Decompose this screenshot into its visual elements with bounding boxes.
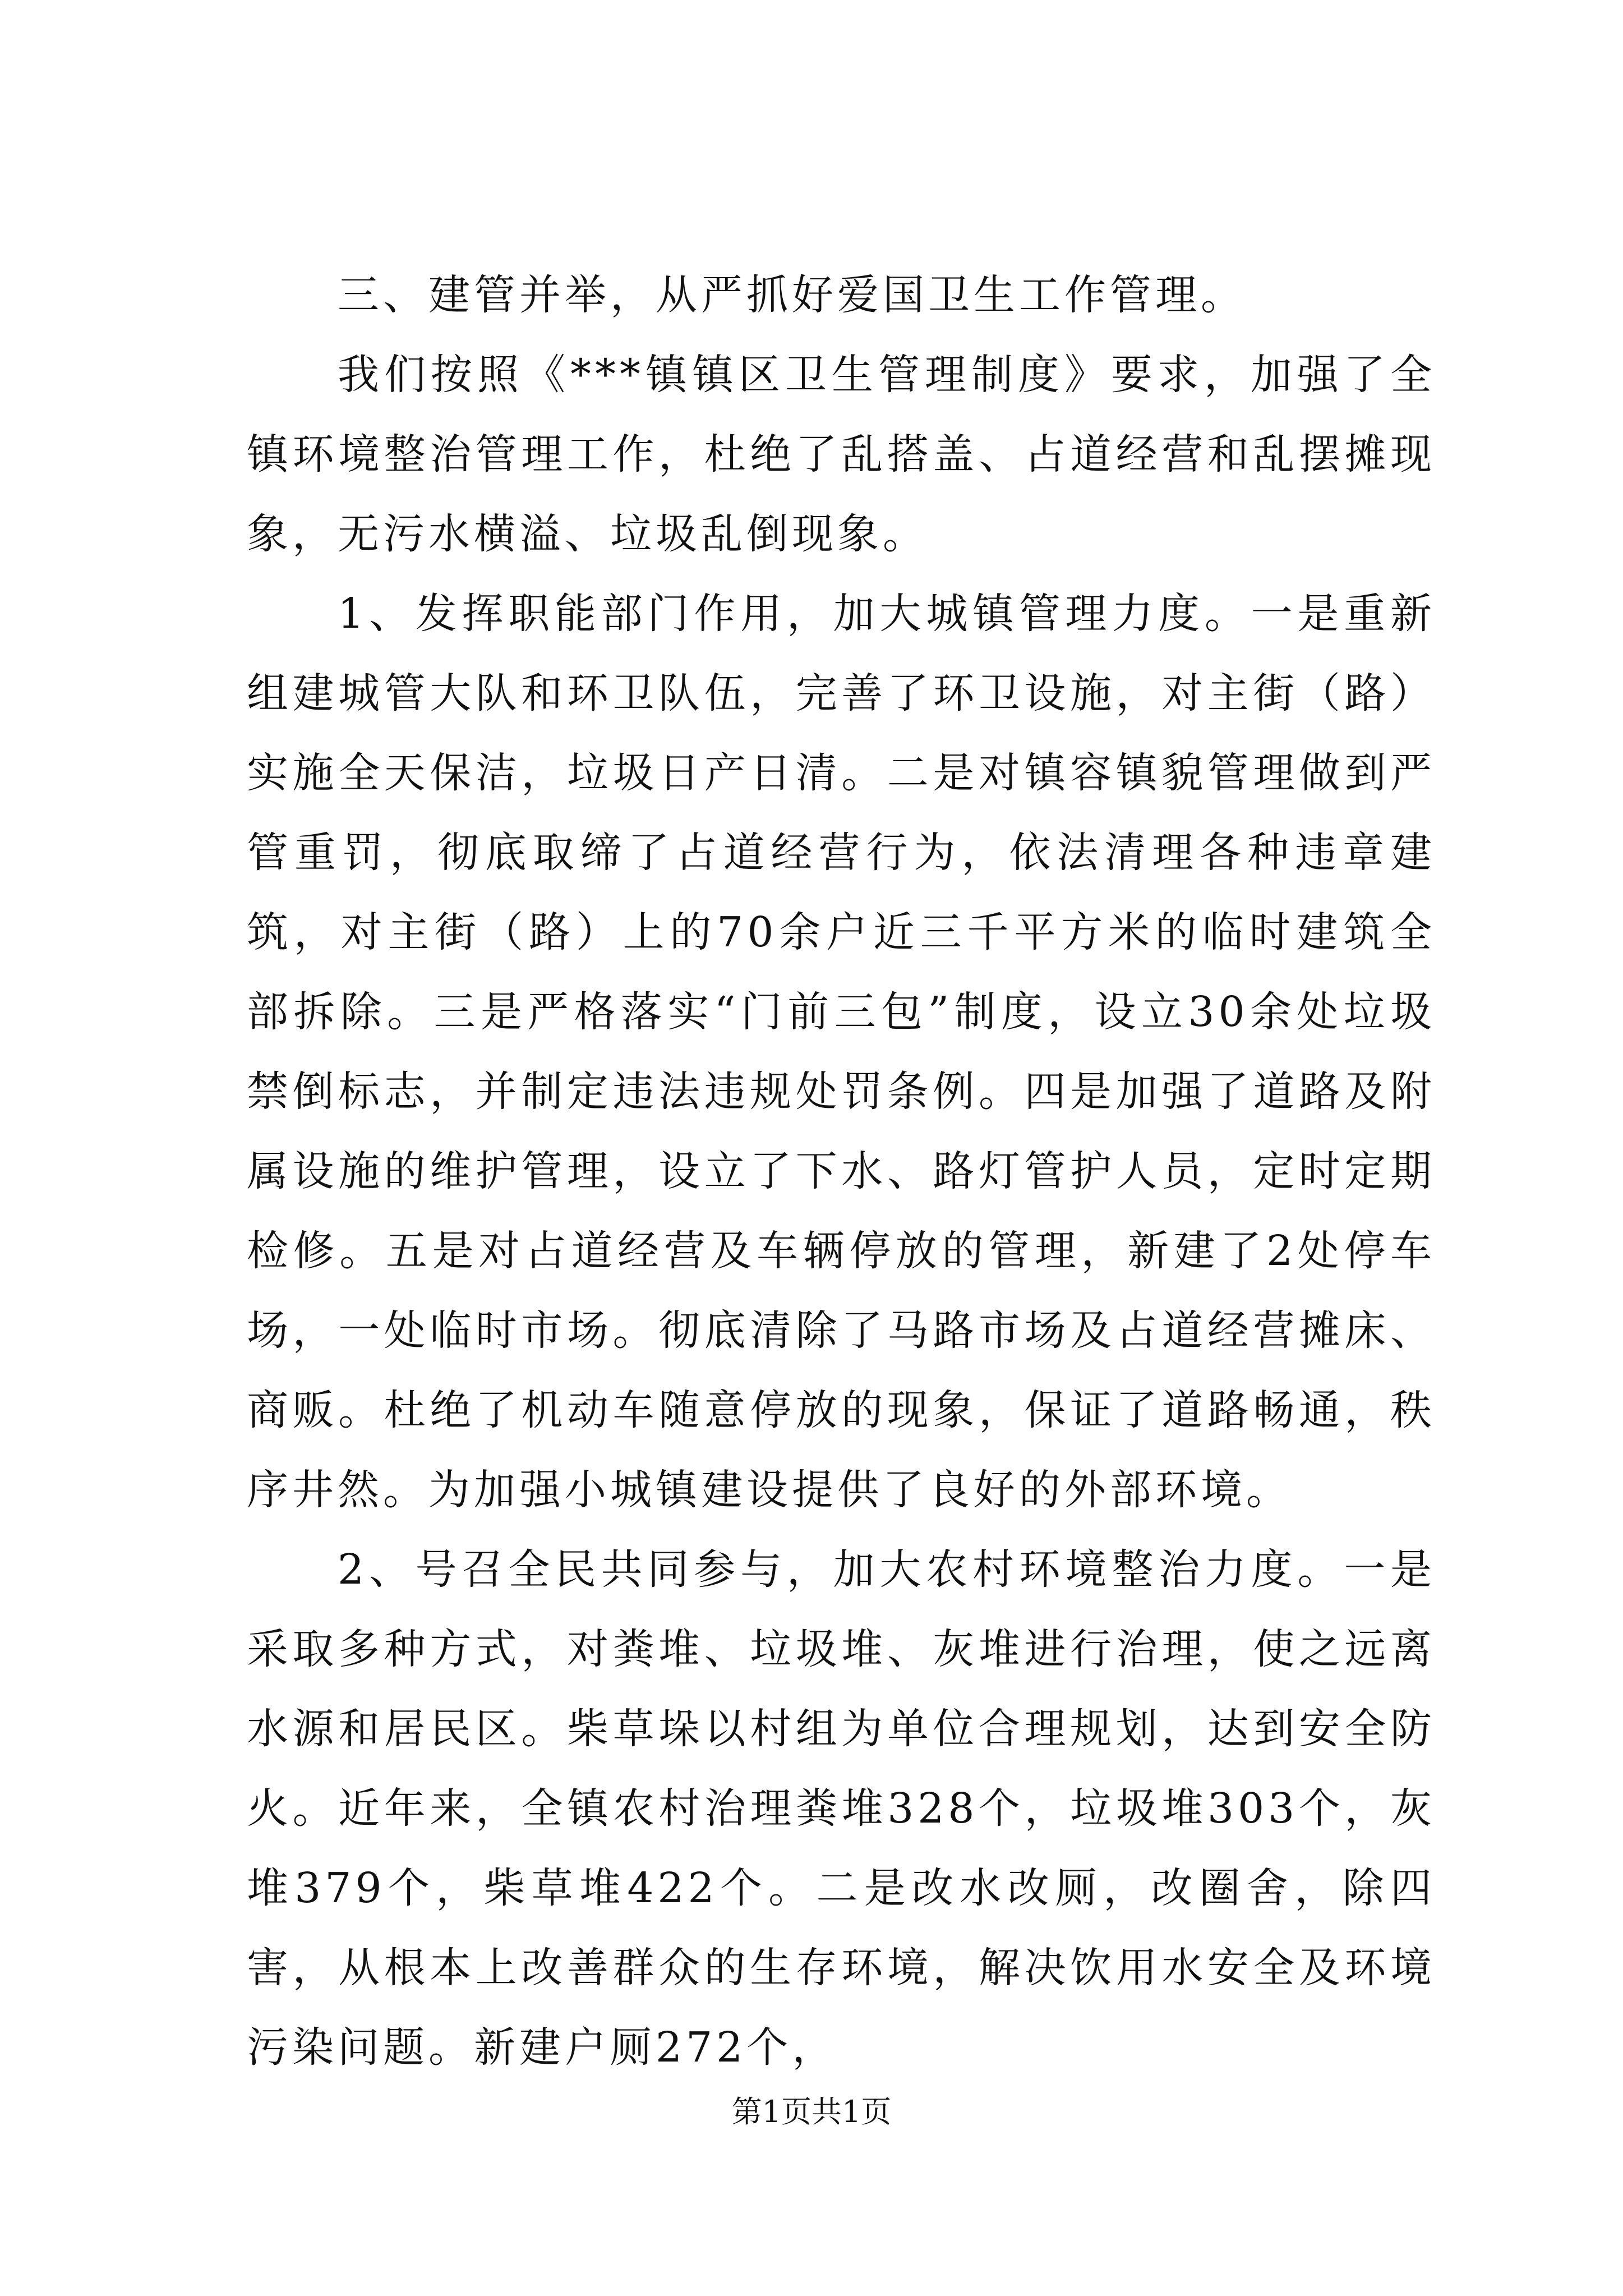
page-total: 共1页 xyxy=(811,2094,892,2129)
page-footer xyxy=(0,2090,1623,2134)
document-body xyxy=(247,255,1436,2087)
body-paragraph: 2、号召全民共同参与，加大农村环境整治力度。一是采取多种方式，对粪堆、垃圾堆、灰堆进行治理，使之远离水源和居民区。柴草垛以村组为单位合理规划，达到安全防火。近年来，全镇农村治理粪堆328个，垃圾堆303个，灰堆379个，柴草堆422个。二是改水改厕，改圈舍，除四害，从根本上改善群众的生存环境，解决饮用水安全及环境污染问题。新建户厕272个， xyxy=(247,1545,1436,2072)
body-paragraph: 我们按照《***镇镇区卫生管理制度》要求，加强了全镇环境整治管理工作，杜绝了乱搭盖、占道经营和乱摆摊现象，无污水横溢、垃圾乱倒现象。 xyxy=(247,351,1436,558)
section-heading: 三、建管并举，从严抓好爱国卫生工作管理。 xyxy=(338,271,1246,319)
page-number: 第1页 xyxy=(731,2094,811,2129)
body-paragraph: 1、发挥职能部门作用，加大城镇管理力度。一是重新组建城管大队和环卫队伍，完善了环卫设施，对主街（路）实施全天保洁，垃圾日产日清。二是对镇容镇貌管理做到严管重罚，彻底取缔了占道经营行为，依法清理各种违章建筑，对主街（路）上的70余户近三千平方米的临时建筑全部拆除。三是严格落实“门前三包”制度，设立30余处垃圾禁倒标志，并制定违法违规处罚条例。四是加强了道路及附属设施的维护管理，设立了下水、路灯管护人员，定时定期检修。五是对占道经营及车辆停放的管理，新建了2处停车场，一处临时市场。彻底清除了马路市场及占道经营摊床、商贩。杜绝了机动车随意停放的现象，保证了道路畅通，秩序井然。为加强小城镇建设提供了良好的外部环境。 xyxy=(247,590,1436,1514)
